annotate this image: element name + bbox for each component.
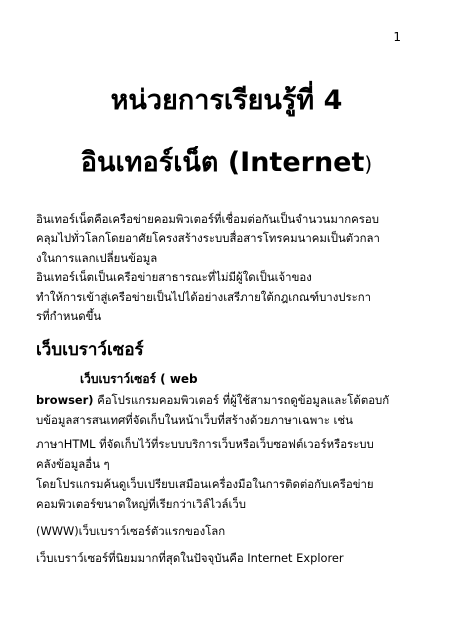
body-line: (WWW)เว็บเบราว์เซอร์ตัวแรกของโลก (36, 524, 226, 538)
section-heading: เว็บเบราว์เซอร์ (36, 340, 144, 360)
body-line (36, 390, 421, 410)
body-text: คือโปรแกรมคอมพิวเตอร์ ที่ผู้ใช้สามารถดูข้อมูลและโต้ตอบกั (93, 393, 390, 407)
subheading: เว็บเบราว์เซอร์ ( web (80, 372, 198, 386)
intro-line: อินเทอร์เน็ตคือเครือข่ายคอมพิวเตอร์ที่เชื่อมต่อกันเป็นจำนวนมากครอบ (36, 212, 379, 226)
body-line: คลังข้อมูลอื่น ๆ (36, 457, 110, 471)
intro-line: คลุมไปทั่วโลกโดยอาศัยโครงสร้างระบบสื่อสารโทรคมนาคมเป็นตัวกลา (36, 231, 380, 246)
body-line: ภาษาHTML ที่จัดเก็บไว้ที่ระบบบริการเว็บหรือเว็บซอฟต์เวอร์หรือระบบ (36, 437, 374, 451)
subtitle-main: อินเทอร์เน็ต (Internet (80, 147, 365, 178)
body-paragraph (36, 390, 421, 568)
subtitle-paren: ) (364, 152, 373, 176)
intro-paragraph (36, 210, 421, 326)
intro-line: ทำให้การเข้าสู่เครือข่ายเป็นไปได้อย่างเสรีภายใต้กฎเกณฑ์บางประกา (36, 289, 372, 304)
page-number: 1 (393, 30, 401, 44)
body-line: คอมพิวเตอร์ขนาดใหญ่ที่เรียกว่าเวิล์ไวล์เว็บ (36, 497, 247, 511)
bold-term: browser) (36, 393, 94, 407)
body-line: เว็บเบราว์เซอร์ที่นิยมมากที่สุดในปัจจุบันคือ Internet Explorer (36, 551, 344, 565)
intro-line: อินเทอร์เน็ตเป็นเครือข่ายสาธารณะที่ไม่มีผู้ใดเป็นเจ้าของ (36, 270, 312, 285)
intro-line: รที่กำหนดขึ้น (36, 309, 102, 324)
page-subtitle (0, 140, 453, 183)
body-line: โดยโปรแกรมค้นดูเว็บเปรียบเสมือนเครื่องมือในการติดต่อกับเครือข่าย (36, 477, 374, 491)
body-line: บข้อมูลสารสนเทศที่จัดเก็บในหน้าเว็บที่สร้างด้วยภาษาเฉพาะ เช่น (36, 413, 353, 427)
intro-line: งในการแลกเปลี่ยนข้อมูล (36, 250, 158, 265)
page-title: หน่วยการเรียนรู้ที่ 4 (110, 85, 343, 116)
